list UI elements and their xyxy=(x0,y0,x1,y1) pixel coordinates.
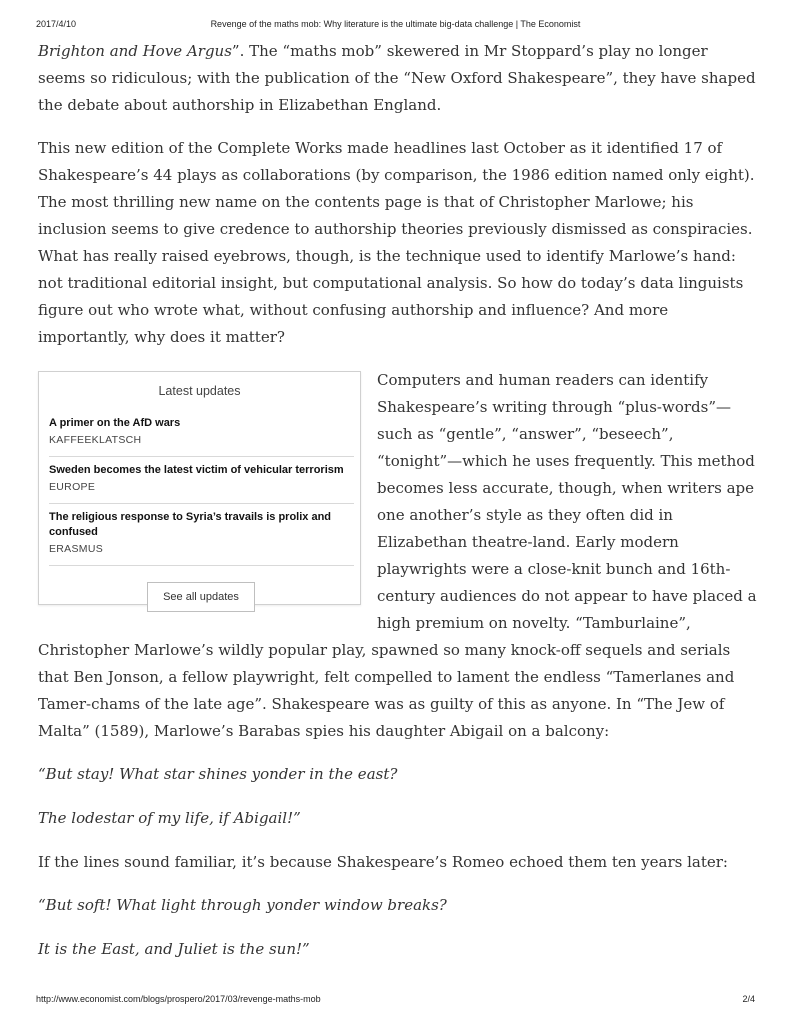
print-footer xyxy=(0,994,791,1008)
publication-name: Brighton and Hove Argus xyxy=(38,42,232,60)
quote-line-3: “But soft! What light through yonder window breaks? xyxy=(38,896,447,914)
latest-updates-title: Latest updates xyxy=(158,384,241,398)
update-section: EUROPE xyxy=(49,481,96,493)
paragraph-1-text: ”. The “maths mob” skewered in Mr Stoppard’s play no longer seems so ridiculous; with the publication of the “New Oxford Shakespeare”, they have shaped the debate about authorship in Elizabethan England. xyxy=(38,42,756,114)
list-item[interactable] xyxy=(49,410,354,457)
update-section: KAFFEEKLATSCH xyxy=(49,434,142,446)
see-all-updates-button[interactable]: See all updates xyxy=(147,582,255,612)
article-body xyxy=(38,38,758,980)
latest-updates-box xyxy=(38,371,361,605)
update-headline[interactable]: Sweden becomes the latest victim of vehicular terrorism xyxy=(49,464,344,476)
list-item[interactable] xyxy=(49,504,354,566)
paragraph-3: Computers and human readers can identify Shakespeare’s writing through “plus-words”—such as “gentle”, “answer”, “beseech”, “tonight”—which he uses frequently. This method becomes less accurate, though, when writers ape one another’s style as they often did in Elizabethan theatre-land. Early modern playwrights were a close-knit bunch and 16th-century audiences do not appear to have placed a high premium on novelty. “Tamburlaine”, Christopher Marlowe’s wildly popular play, spawned so many knock-off sequels and serials that Ben Jonson, a fellow playwright, felt compelled to lament the endless “Tamerlanes and Tamer-chams of the late age”. Shakespeare was as guilty of this as anyone. In “The Jew of Malta” (1589), Marlowe’s Barabas spies his daughter Abigail on a balcony: xyxy=(38,371,757,740)
quote-line-2: The lodestar of my life, if Abigail!” xyxy=(38,809,301,827)
list-item[interactable] xyxy=(49,457,354,504)
print-url: http://www.economist.com/blogs/prospero/2017/03/revenge-maths-mob xyxy=(36,994,321,1004)
quote-line-4: It is the East, and Juliet is the sun!” xyxy=(38,940,310,958)
print-page-title: Revenge of the maths mob: Why literature is the ultimate big-data challenge | The Economist xyxy=(210,19,581,29)
update-section: ERASMUS xyxy=(49,543,104,555)
update-headline[interactable]: The religious response to Syria’s travails is prolix and confused xyxy=(49,511,332,538)
quote-line-1: “But stay! What star shines yonder in the east? xyxy=(38,765,398,783)
print-header xyxy=(0,19,791,33)
page-number: 2/4 xyxy=(742,994,755,1004)
paragraph-2: This new edition of the Complete Works made headlines last October as it identified 17 of Shakespeare’s 44 plays as collaborations (by comparison, the 1986 edition named only eight). The most thrilling new name on the contents page is that of Christopher Marlowe; his inclusion seems to give credence to authorship theories previously dismissed as conspiracies. What has really raised eyebrows, though, is the technique used to identify Marlowe’s hand: not traditional editorial insight, but computational analysis. So how do today’s data linguists figure out who wrote what, without confusing authorship and influence? And more importantly, why does it matter? xyxy=(38,139,755,346)
paragraph-4: If the lines sound familiar, it’s because Shakespeare’s Romeo echoed them ten years later: xyxy=(38,853,728,871)
latest-updates-list xyxy=(39,410,360,566)
paragraph-1 xyxy=(38,38,758,119)
update-headline[interactable]: A primer on the AfD wars xyxy=(49,417,181,429)
print-date: 2017/4/10 xyxy=(36,19,77,29)
